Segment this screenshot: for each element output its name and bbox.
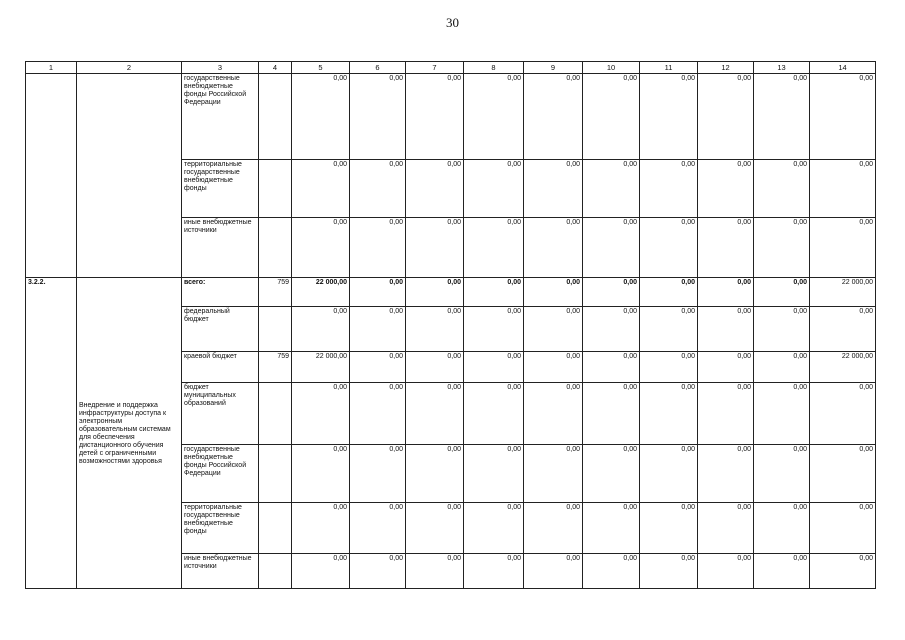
value-cell: 0,00 bbox=[350, 503, 406, 554]
budget-table bbox=[25, 61, 876, 589]
value-cell: 0,00 bbox=[292, 218, 350, 278]
value-cell: 0,00 bbox=[583, 383, 640, 445]
code-cell bbox=[259, 445, 292, 503]
value-cell: 0,00 bbox=[350, 352, 406, 383]
value-cell: 0,00 bbox=[583, 503, 640, 554]
code-cell: 759 bbox=[259, 352, 292, 383]
value-cell: 0,00 bbox=[698, 503, 754, 554]
header-cell: 11 bbox=[640, 62, 698, 74]
value-cell: 0,00 bbox=[350, 554, 406, 589]
value-cell: 0,00 bbox=[464, 278, 524, 307]
value-cell: 0,00 bbox=[640, 218, 698, 278]
table-row bbox=[26, 74, 876, 160]
value-cell: 0,00 bbox=[464, 445, 524, 503]
value-cell: 0,00 bbox=[698, 383, 754, 445]
value-cell: 0,00 bbox=[464, 554, 524, 589]
code-cell bbox=[259, 218, 292, 278]
value-cell: 0,00 bbox=[698, 554, 754, 589]
value-cell: 0,00 bbox=[810, 160, 876, 218]
value-cell: 0,00 bbox=[292, 445, 350, 503]
value-cell: 0,00 bbox=[292, 383, 350, 445]
value-cell: 0,00 bbox=[640, 554, 698, 589]
value-cell: 0,00 bbox=[524, 160, 583, 218]
code-cell bbox=[259, 554, 292, 589]
code-cell bbox=[259, 74, 292, 160]
header-cell: 2 bbox=[77, 62, 182, 74]
value-cell: 0,00 bbox=[583, 160, 640, 218]
header-cell: 14 bbox=[810, 62, 876, 74]
item-name-cell bbox=[77, 74, 182, 278]
value-cell: 0,00 bbox=[406, 503, 464, 554]
value-cell: 0,00 bbox=[406, 383, 464, 445]
value-cell: 0,00 bbox=[810, 74, 876, 160]
value-cell: 0,00 bbox=[406, 218, 464, 278]
value-cell: 0,00 bbox=[406, 445, 464, 503]
value-cell: 0,00 bbox=[583, 554, 640, 589]
source-label: иные внебюджетные источники bbox=[182, 218, 259, 278]
value-cell: 0,00 bbox=[583, 307, 640, 352]
value-cell: 0,00 bbox=[640, 383, 698, 445]
value-cell: 0,00 bbox=[292, 307, 350, 352]
value-cell: 0,00 bbox=[350, 383, 406, 445]
header-cell: 13 bbox=[754, 62, 810, 74]
value-cell: 0,00 bbox=[406, 554, 464, 589]
value-cell: 0,00 bbox=[698, 160, 754, 218]
source-label: государственные внебюджетные фонды Российской Федерации bbox=[182, 445, 259, 503]
value-cell: 0,00 bbox=[406, 278, 464, 307]
value-cell: 0,00 bbox=[406, 74, 464, 160]
value-cell: 0,00 bbox=[698, 352, 754, 383]
value-cell: 0,00 bbox=[350, 445, 406, 503]
value-cell: 0,00 bbox=[810, 307, 876, 352]
header-cell: 1 bbox=[26, 62, 77, 74]
source-label: государственные внебюджетные фонды Российской Федерации bbox=[182, 74, 259, 160]
value-cell: 0,00 bbox=[754, 160, 810, 218]
value-cell: 0,00 bbox=[464, 352, 524, 383]
value-cell: 0,00 bbox=[754, 74, 810, 160]
value-cell: 22 000,00 bbox=[292, 352, 350, 383]
header-cell: 8 bbox=[464, 62, 524, 74]
value-cell: 0,00 bbox=[406, 352, 464, 383]
source-label: территориальные государственные внебюджетные фонды bbox=[182, 160, 259, 218]
source-label: бюджет муниципальных образований bbox=[182, 383, 259, 445]
header-cell: 4 bbox=[259, 62, 292, 74]
value-cell: 0,00 bbox=[524, 554, 583, 589]
value-cell: 0,00 bbox=[640, 445, 698, 503]
value-cell: 0,00 bbox=[754, 383, 810, 445]
value-cell: 0,00 bbox=[583, 445, 640, 503]
value-cell: 0,00 bbox=[810, 503, 876, 554]
page-number: 30 bbox=[446, 15, 459, 30]
value-cell: 0,00 bbox=[524, 383, 583, 445]
value-cell: 0,00 bbox=[292, 74, 350, 160]
value-cell: 0,00 bbox=[810, 554, 876, 589]
item-name-cell: Внедрение и поддержка инфраструктуры доступа к электронным образовательным системам для обеспечения дистанционного обучения детей с ограниченными возможностями здоровья bbox=[77, 278, 182, 589]
code-cell bbox=[259, 160, 292, 218]
value-cell: 0,00 bbox=[640, 307, 698, 352]
value-cell: 0,00 bbox=[698, 445, 754, 503]
value-cell: 0,00 bbox=[292, 160, 350, 218]
header-cell: 12 bbox=[698, 62, 754, 74]
header-row bbox=[26, 62, 876, 74]
value-cell: 0,00 bbox=[406, 307, 464, 352]
code-cell bbox=[259, 383, 292, 445]
code-cell: 759 bbox=[259, 278, 292, 307]
value-cell: 0,00 bbox=[350, 218, 406, 278]
header-cell: 5 bbox=[292, 62, 350, 74]
value-cell: 0,00 bbox=[698, 218, 754, 278]
item-number-cell bbox=[26, 74, 77, 278]
header-cell: 7 bbox=[406, 62, 464, 74]
value-cell: 0,00 bbox=[640, 278, 698, 307]
value-cell: 0,00 bbox=[350, 307, 406, 352]
item-number-cell: 3.2.2. bbox=[26, 278, 77, 589]
value-cell: 0,00 bbox=[640, 74, 698, 160]
source-label: федеральный бюджет bbox=[182, 307, 259, 352]
header-cell: 6 bbox=[350, 62, 406, 74]
value-cell: 0,00 bbox=[524, 307, 583, 352]
value-cell: 0,00 bbox=[406, 160, 464, 218]
value-cell: 0,00 bbox=[464, 160, 524, 218]
value-cell: 0,00 bbox=[464, 74, 524, 160]
value-cell: 0,00 bbox=[524, 218, 583, 278]
value-cell: 22 000,00 bbox=[810, 352, 876, 383]
header-cell: 9 bbox=[524, 62, 583, 74]
source-label: всего: bbox=[182, 278, 259, 307]
source-label: иные внебюджетные источники bbox=[182, 554, 259, 589]
value-cell: 0,00 bbox=[810, 218, 876, 278]
value-cell: 0,00 bbox=[524, 352, 583, 383]
value-cell: 0,00 bbox=[464, 218, 524, 278]
value-cell: 0,00 bbox=[583, 278, 640, 307]
value-cell: 0,00 bbox=[754, 503, 810, 554]
value-cell: 0,00 bbox=[754, 352, 810, 383]
value-cell: 0,00 bbox=[754, 218, 810, 278]
value-cell: 0,00 bbox=[464, 307, 524, 352]
value-cell: 0,00 bbox=[810, 445, 876, 503]
value-cell: 0,00 bbox=[640, 503, 698, 554]
value-cell: 0,00 bbox=[698, 278, 754, 307]
value-cell: 0,00 bbox=[524, 278, 583, 307]
value-cell: 0,00 bbox=[583, 218, 640, 278]
value-cell: 0,00 bbox=[292, 554, 350, 589]
value-cell: 0,00 bbox=[754, 445, 810, 503]
value-cell: 22 000,00 bbox=[292, 278, 350, 307]
value-cell: 0,00 bbox=[350, 160, 406, 218]
table-row bbox=[26, 278, 876, 307]
value-cell: 0,00 bbox=[524, 74, 583, 160]
value-cell: 0,00 bbox=[640, 160, 698, 218]
value-cell: 0,00 bbox=[810, 383, 876, 445]
value-cell: 0,00 bbox=[464, 383, 524, 445]
value-cell: 0,00 bbox=[583, 74, 640, 160]
value-cell: 0,00 bbox=[350, 278, 406, 307]
value-cell: 0,00 bbox=[350, 74, 406, 160]
header-cell: 10 bbox=[583, 62, 640, 74]
value-cell: 0,00 bbox=[754, 554, 810, 589]
value-cell: 0,00 bbox=[583, 352, 640, 383]
value-cell: 0,00 bbox=[292, 503, 350, 554]
value-cell: 0,00 bbox=[698, 307, 754, 352]
value-cell: 0,00 bbox=[754, 278, 810, 307]
code-cell bbox=[259, 307, 292, 352]
value-cell: 22 000,00 bbox=[810, 278, 876, 307]
source-label: краевой бюджет bbox=[182, 352, 259, 383]
value-cell: 0,00 bbox=[524, 503, 583, 554]
value-cell: 0,00 bbox=[698, 74, 754, 160]
header-cell: 3 bbox=[182, 62, 259, 74]
source-label: территориальные государственные внебюджетные фонды bbox=[182, 503, 259, 554]
value-cell: 0,00 bbox=[524, 445, 583, 503]
value-cell: 0,00 bbox=[464, 503, 524, 554]
value-cell: 0,00 bbox=[754, 307, 810, 352]
code-cell bbox=[259, 503, 292, 554]
value-cell: 0,00 bbox=[640, 352, 698, 383]
